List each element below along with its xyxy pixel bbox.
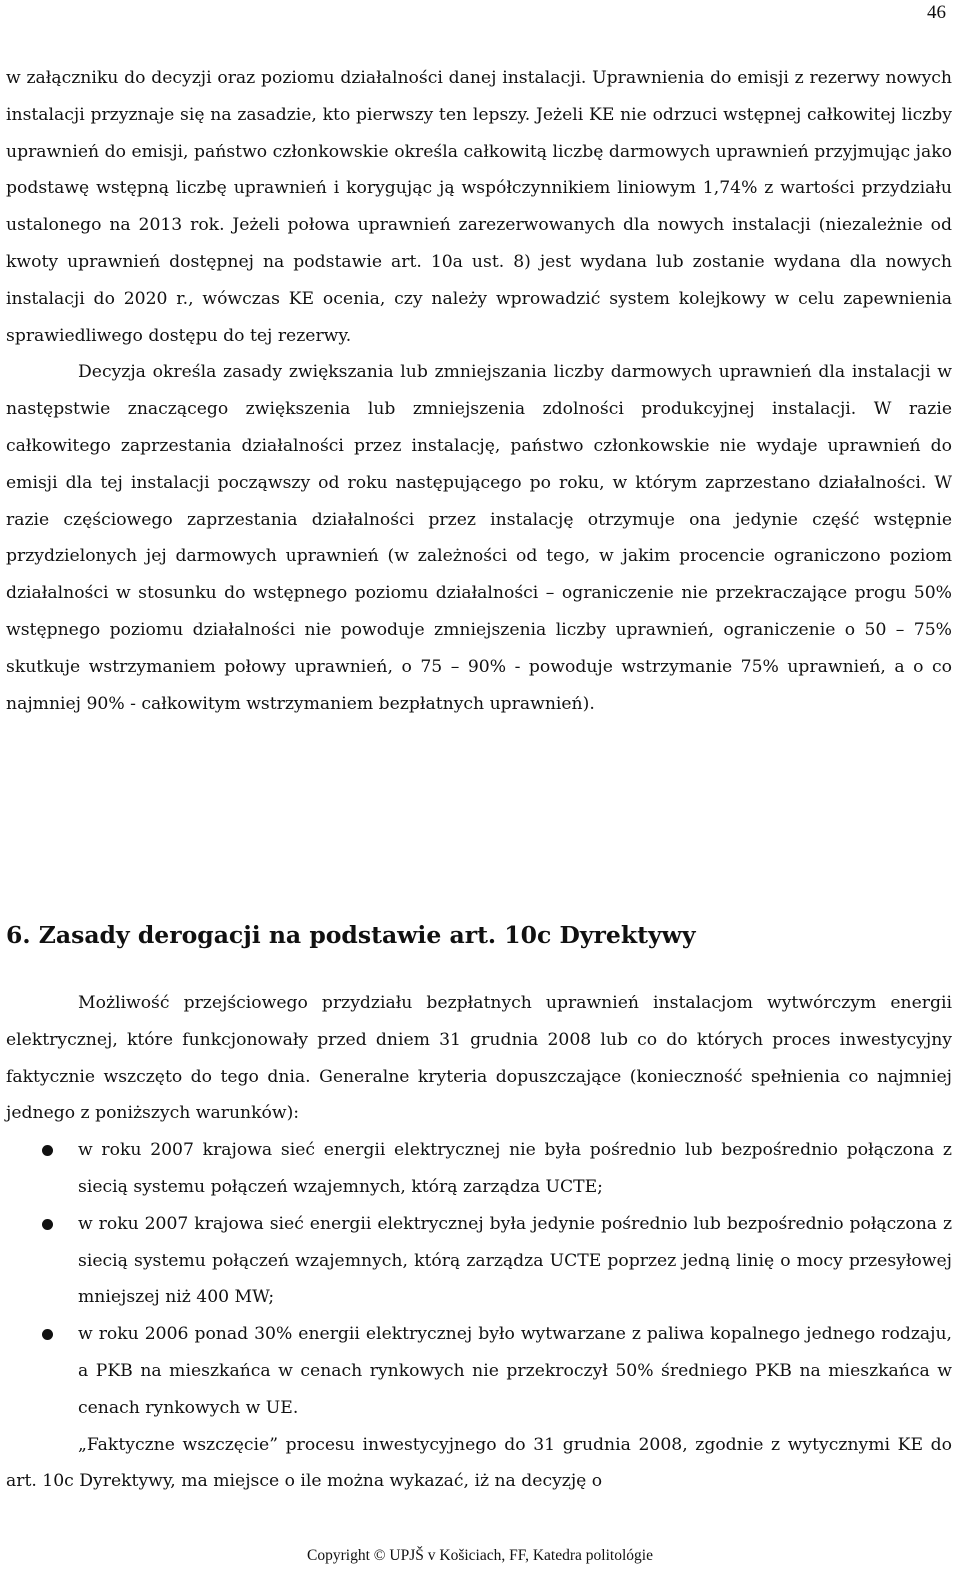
section-heading: 6. Zasady derogacji na podstawie art. 10c Dyrektywy bbox=[6, 921, 696, 949]
list-item-text: w roku 2007 krajowa sieć energii elektrycznej była jedynie pośrednio lub bezpośrednio połączona z siecią systemu połączeń wzajemnych, którą zarządza UCTE poprzez jedną linię o mocy przesyłowej mniejszej niż 400 MW; bbox=[78, 1213, 952, 1308]
list-item-text: w roku 2007 krajowa sieć energii elektrycznej nie była pośrednio lub bezpośrednio połączona z siecią systemu połączeń wzajemnych, którą zarządza UCTE; bbox=[78, 1140, 952, 1197]
paragraph-1: w załączniku do decyzji oraz poziomu działalności danej instalacji. Uprawnienia do emisji z rezerwy nowych instalacji przyznaje się na zasadzie, kto pierwszy ten lepszy. Jeżeli KE nie odrzuci wstępnej całkowitej liczby uprawnień do emisji, państwo członkowskie określa całkowitą liczbę darmowych uprawnień przyjmując jako podstawę wstępną liczbę uprawnień i korygując ją współczynnikiem liniowym 1,74% z wartości przydziału ustalonego na 2013 rok. Jeżeli połowa uprawnień zarezerwowanych dla nowych instalacji (niezależnie od kwoty uprawnień dostępnej na podstawie art. 10a ust. 8) jest wydana lub zostanie wydana dla nowych instalacji do 2020 r., wówczas KE ocenia, czy należy wprowadzić system kolejkowy w celu zapewnienia sprawiedliwego dostępu do tej rezerwy. bbox=[6, 68, 952, 346]
list-item bbox=[6, 1132, 952, 1206]
intro-paragraph: Możliwość przejściowego przydziału bezpłatnych uprawnień instalacjom wytwórczym energii elektrycznej, które funkcjonowały przed dniem 31 grudnia 2008 lub co do których proces inwestycyjny faktycznie wszczęto do tego dnia. Generalne kryteria dopuszczające (konieczność spełnienia co najmniej jednego z poniższych warunków): bbox=[6, 993, 952, 1124]
list-item-text: w roku 2006 ponad 30% energii elektrycznej było wytwarzane z paliwa kopalnego jednego rodzaju, a PKB na mieszkańca w cenach rynkowych nie przekroczył 50% średniego PKB na mieszkańca w cenach rynkowych w UE. bbox=[78, 1324, 952, 1418]
list-item bbox=[6, 1206, 952, 1316]
paragraph-2: Decyzja określa zasady zwiększania lub zmniejszania liczby darmowych uprawnień dla instalacji w następstwie znaczącego zwiększenia lub zmniejszenia zdolności produkcyjnej instalacji. W razie całkowitego zaprzestania działalności przez instalację, państwo członkowskie nie wydaje uprawnień do emisji dla tej instalacji począwszy od roku następującego po roku, w którym zaprzestano działalności. W razie częściowego zaprzestania działalności przez instalację otrzymuje ona jedynie część wstępnie przydzielonych jej darmowych uprawnień (w zależności od tego, w jakim procencie ograniczono poziom działalności w stosunku do wstępnego poziomu działalności – ograniczenie nie przekraczające progu 50% wstępnego poziomu działalności nie powoduje zmniejszenia liczby uprawnień, ograniczenie o 50 – 75% skutkuje wstrzymaniem połowy uprawnień, o 75 – 90% - powoduje wstrzymanie 75% uprawnień, a o co najmniej 90% - całkowitym wstrzymaniem bezpłatnych uprawnień). bbox=[6, 362, 952, 714]
bullet-icon bbox=[42, 1219, 53, 1230]
page-number: 46 bbox=[927, 2, 946, 23]
closing-paragraph: „Faktyczne wszczęcie” procesu inwestycyjnego do 31 grudnia 2008, zgodnie z wytycznymi KE do art. 10c Dyrektywy, ma miejsce o ile można wykazać, iż na decyzję o bbox=[6, 1434, 952, 1492]
criteria-list bbox=[6, 1132, 952, 1426]
bullet-icon bbox=[42, 1145, 53, 1156]
bullet-icon bbox=[42, 1329, 53, 1340]
section-1-body bbox=[6, 60, 952, 722]
footer-copyright: Copyright © UPJŠ v Košiciach, FF, Katedra politológie bbox=[307, 1547, 653, 1564]
section-2-body bbox=[6, 985, 952, 1500]
list-item bbox=[6, 1316, 952, 1426]
